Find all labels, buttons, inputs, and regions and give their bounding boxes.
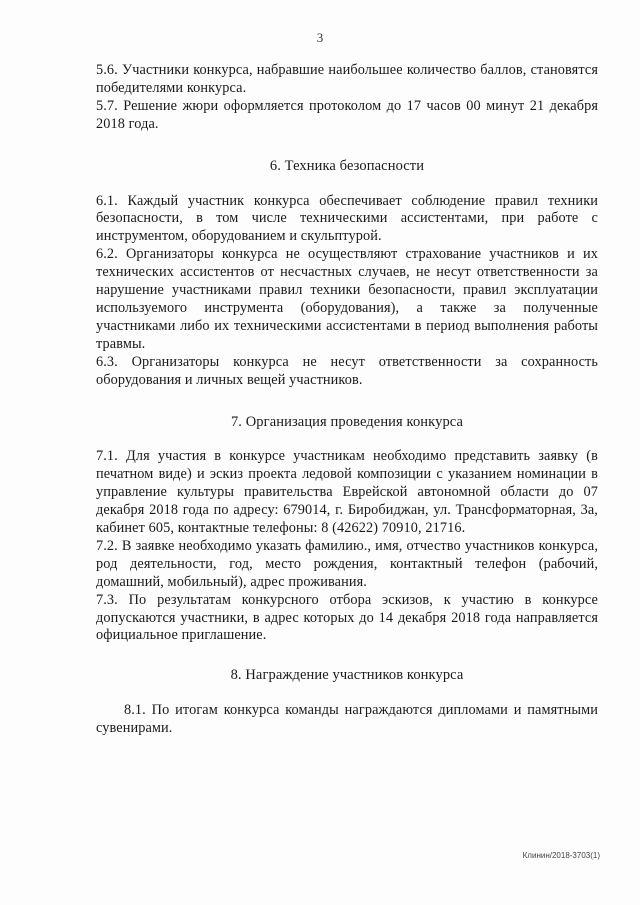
page-number: 3 [316,30,324,45]
document-body [96,62,598,738]
paragraph-6-1: 6.1. Каждый участник конкурса обеспечивает соблюдение правил техники безопасности, в том числе техническими ассистентами, при работе с инструментом, оборудованием и скульптурой. [96,192,598,245]
paragraph-6-3: 6.3. Организаторы конкурса не несут ответственности за сохранность оборудования и личных вещей участников. [96,353,598,388]
section-heading-organization: 7. Организация проведения конкурса [230,413,464,430]
paragraph-6-2: 6.2. Организаторы конкурса не осуществляют страхование участников и их технических ассистентов от несчастных случаев, не несут ответственности за нарушение участниками правил техники безопасности, правил эксплуатации используемого инструмента (оборудования), а также за полученные участниками либо их техническими ассистентами в период выполнения работы травмы. [96,246,598,352]
section-heading-awards: 8. Награждение участников конкурса [230,667,464,684]
paragraph-5-7: 5.7. Решение жюри оформляется протоколом до 17 часов 00 минут 21 декабря 2018 года. [96,97,598,132]
section-heading-safety: 6. Техника безопасности [269,157,425,174]
paragraph-8-1: 8.1. По итогам конкурса команды награждаются дипломами и памятными сувенирами. [96,702,598,737]
paragraph-7-3: 7.3. По результатам конкурсного отбора эскизов, к участию в конкурсе допускаются участники, в адрес которых до 14 декабря 2018 года направляется официальное приглашение. [96,591,598,644]
document-code: Клинин/2018-3703(1) [522,851,600,860]
paragraph-5-6: 5.6. Участники конкурса, набравшие наибольшее количество баллов, становятся победителями конкурса. [96,62,598,96]
paragraph-7-2: 7.2. В заявке необходимо указать фамилию., имя, отчество участников конкурса, род деятельности, год, место рождения, контактный телефон (рабочий, домашний, мобильный), адрес проживания. [96,537,598,590]
paragraph-7-1: 7.1. Для участия в конкурсе участникам необходимо представить заявку (в печатном виде) и эскиз проекта ледовой композиции с указанием номинации в управление культуры правительства Еврейской автономной области до 07 декабря 2018 года по адресу: 679014, г. Биробиджан, ул. Трансформаторная, 3а, кабинет 605, контактные телефоны: 8 (42622) 70910, 21716. [96,448,598,537]
